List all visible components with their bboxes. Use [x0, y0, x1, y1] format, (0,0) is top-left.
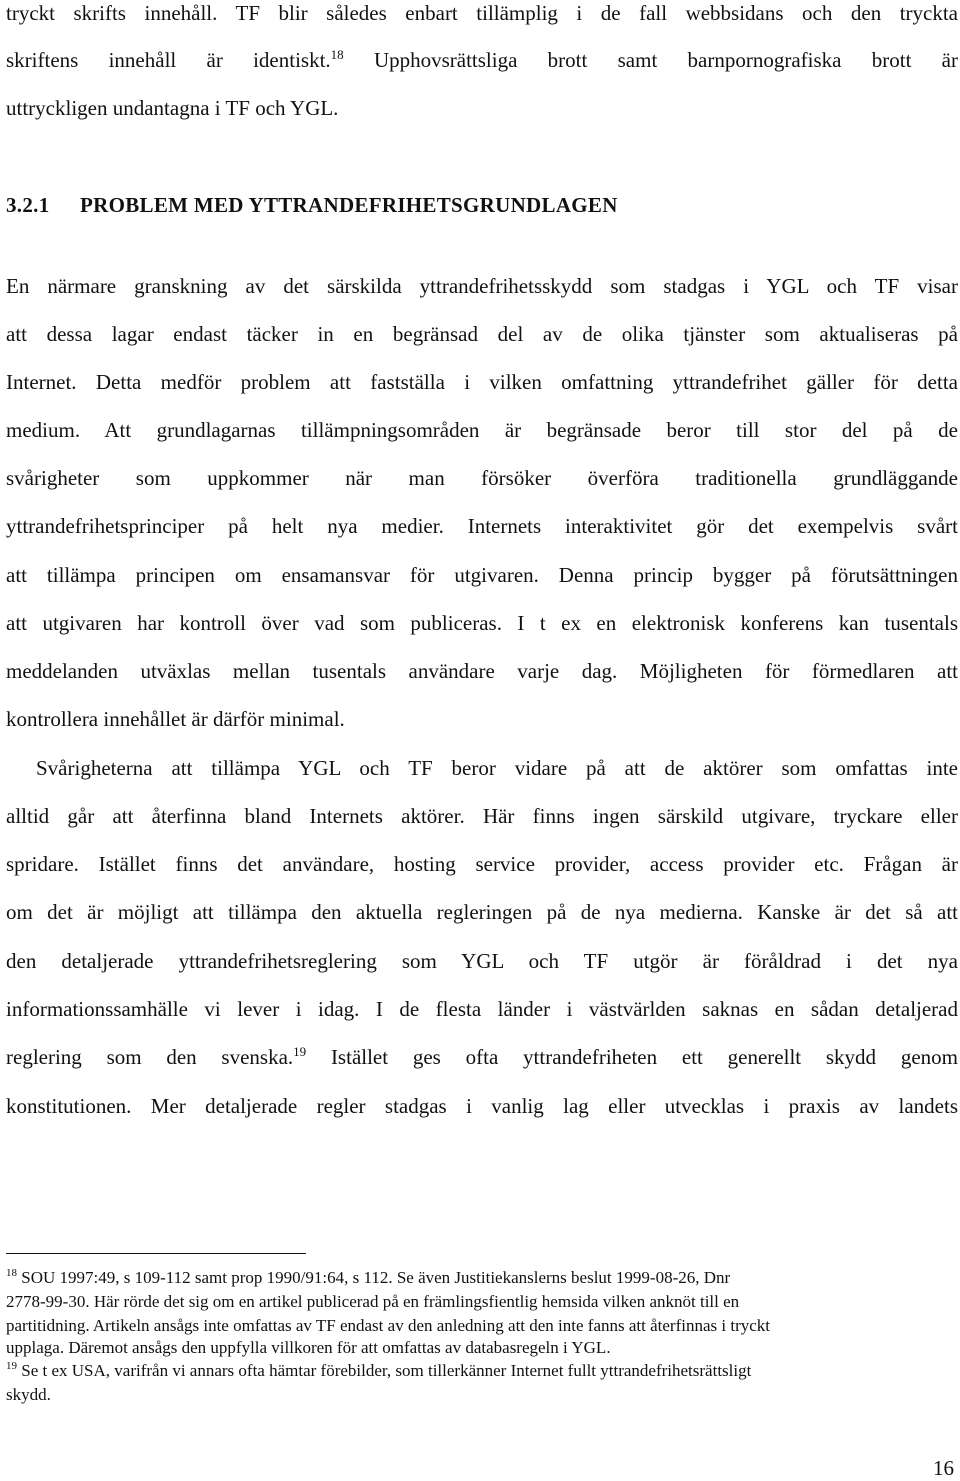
text-line: om det är möjligt att tillämpa den aktuella regleringen på de nya medierna. Kanske är det så att: [6, 900, 958, 924]
text-line: Svårigheterna att tillämpa YGL och TF beror vidare på att de aktörer som omfattas inte: [36, 756, 958, 780]
text-line: medium. Att grundlagarnas tillämpningsområden är begränsade beror till stor del på de: [6, 418, 958, 442]
text-line: reglering som den svenska.$^{19}$ Istället ges ofta yttrandefriheten ett generellt skydd genom: [6, 1044, 958, 1069]
footnote-separator: [6, 1253, 306, 1254]
text-line: den detaljerade yttrandefrihetsreglering som YGL och TF utgör är föråldrad i det nya: [6, 949, 958, 973]
footnote-ref-18: 18: [330, 47, 344, 62]
text-line: att dessa lagar endast täcker in en begränsad del av de olika tjänster som aktualiseras på: [6, 322, 958, 346]
text-line: yttrandefrihetsprinciper på helt nya medier. Internets interaktivitet gör det exempelvis svårt: [6, 514, 958, 538]
text-line: konstitutionen. Mer detaljerade regler stadgas i vanlig lag eller utvecklas i praxis av landets: [6, 1094, 958, 1118]
footnote-mark-19: 19: [6, 1360, 17, 1372]
text-line: att tillämpa principen om ensamansvar för utgivaren. Denna princip bygger på förutsättningen: [6, 563, 958, 587]
section-number: 3.2.1: [6, 193, 50, 217]
footnote-19: $^{19}$ Se t ex USA, varifrån vi annars ofta hämtar förebilder, som tillerkänner Internet fullt yttrandefrihetsrättsligt: [6, 1360, 752, 1380]
text-line: svårigheter som uppkommer när man försöker överföra traditionella grundläggande: [6, 466, 958, 490]
section-heading: [6, 192, 958, 218]
text-line: skriftens innehåll är identiskt.$^{18}$ Upphovsrättsliga brott samt barnpornografiska brott är: [6, 47, 958, 72]
text-line: meddelanden utväxlas mellan tusentals användare varje dag. Möjligheten för förmedlaren att: [6, 659, 958, 683]
footnote-mark-18: 18: [6, 1267, 17, 1279]
footnote-ref-19: 19: [293, 1044, 307, 1059]
footnote-line: partitidning. Artikeln ansågs inte omfattas av TF endast av den anledning att den inte fanns att återfinnas i tryckt: [6, 1316, 771, 1335]
text-line: spridare. Istället finns det användare, hosting service provider, access provider etc. Frågan är: [6, 852, 958, 876]
text-line: kontrollera innehållet är därför minimal.: [6, 707, 345, 731]
footnote-line: skydd.: [6, 1385, 51, 1404]
text-line: att utgivaren har kontroll över vad som publiceras. I t ex en elektronisk konferens kan tusentals: [6, 611, 958, 635]
footnote-line: upplaga. Däremot ansågs den uppfylla villkoren för att omfattas av databasregeln i YGL.: [6, 1338, 611, 1357]
text-line: En närmare granskning av det särskilda yttrandefrihetsskydd som stadgas i YGL och TF visar: [6, 274, 958, 298]
footnote-line: 2778-99-30. Här rörde det sig om en artikel publicerad på en främlingsfientlig hemsida vilken anknöt till en: [6, 1292, 740, 1311]
text-line: informationssamhälle vi lever i idag. I de flesta länder i västvärlden saknas en sådan detaljerad: [6, 997, 958, 1021]
text-line: Internet. Detta medför problem att fastställa i vilken omfattning yttrandefrihet gäller för detta: [6, 370, 958, 394]
text-line: tryckt skrifts innehåll. TF blir således enbart tillämplig i de fall webbsidans och den tryckta: [6, 1, 958, 25]
section-title: PROBLEM MED YTTRANDEFRIHETSGRUNDLAGEN: [80, 193, 618, 217]
page-number: 16: [933, 1456, 954, 1480]
footnote-18: $^{18}$ SOU 1997:49, s 109-112 samt prop 1990/91:64, s 112. Se även Justitiekanslerns beslut 1999-08-26, Dnr: [6, 1267, 731, 1287]
text-line: uttryckligen undantagna i TF och YGL.: [6, 96, 339, 120]
text-line: alltid går att återfinna bland Internets aktörer. Här finns ingen särskild utgivare, tryckare eller: [6, 804, 958, 828]
